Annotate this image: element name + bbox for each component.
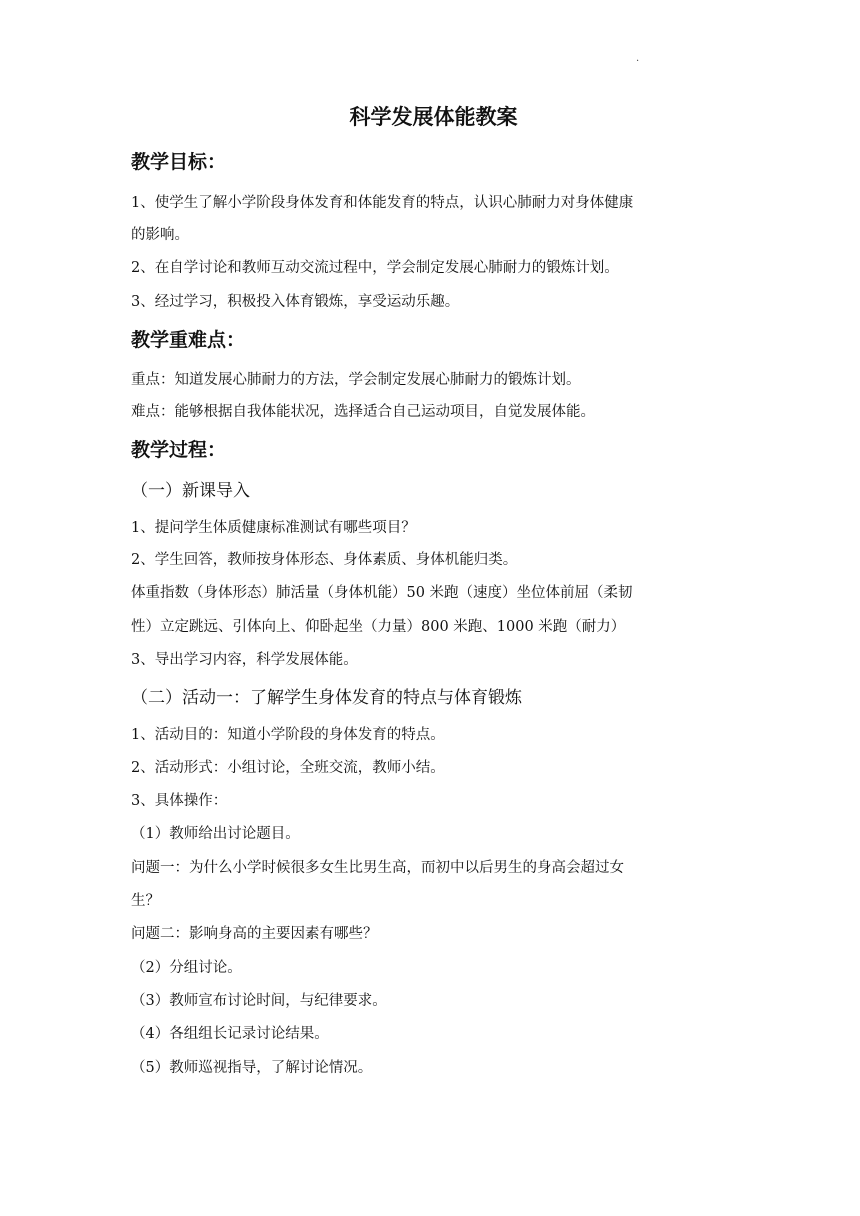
intro-line-1: 1、提问学生体质健康标准测试有哪些项目？	[131, 520, 416, 536]
subheading-activity-1: （二）活动一：了解学生身体发育的特点与体育锻炼	[131, 688, 522, 708]
intro-line-2: 2、学生回答，教师按身体形态、身体素质、身体机能归类。	[131, 552, 518, 568]
section-heading-process: 教学过程：	[131, 439, 227, 461]
goal-line-1: 1、使学生了解小学阶段身体发育和体能发育的特点，认识心肺耐力对身体健康	[131, 195, 634, 211]
activity-step-3: （3）教师宣布讨论时间，与纪律要求。	[131, 993, 387, 1009]
goal-line-1-cont: 的影响。	[131, 227, 189, 243]
intro-line-3-cont: 性）立定跳远、引体向上、仰卧起坐（力量）800 米跑、1000 米跑（耐力）	[131, 619, 626, 635]
section-heading-goals: 教学目标：	[131, 151, 227, 173]
question-2: 问题二：影响身高的主要因素有哪些？	[131, 926, 378, 942]
intro-line-3: 体重指数（身体形态）肺活量（身体机能）50 米跑（速度）坐位体前屈（柔韧	[131, 585, 633, 601]
activity-line-1: 1、活动目的：知道小学阶段的身体发育的特点。	[131, 727, 445, 743]
activity-line-2: 2、活动形式：小组讨论，全班交流，教师小结。	[131, 760, 445, 776]
focus-difficult-point: 难点：能够根据自我体能状况，选择适合自己运动项目，自觉发展体能。	[131, 404, 595, 420]
intro-line-4: 3、导出学习内容，科学发展体能。	[131, 652, 358, 668]
activity-step-4: （4）各组组长记录讨论结果。	[131, 1026, 329, 1042]
header-mark: .	[636, 53, 640, 64]
goal-line-3: 3、经过学习，积极投入体育锻炼，享受运动乐趣。	[131, 294, 460, 310]
question-1: 问题一：为什么小学时候很多女生比男生高，而初中以后男生的身高会超过女	[131, 860, 624, 876]
section-heading-focus: 教学重难点：	[131, 329, 246, 351]
document-title: 科学发展体能教案	[349, 105, 518, 129]
activity-step-1: （1）教师给出讨论题目。	[131, 826, 300, 842]
activity-step-5: （5）教师巡视指导，了解讨论情况。	[131, 1060, 373, 1076]
activity-line-3: 3、具体操作：	[131, 793, 228, 809]
activity-step-2: （2）分组讨论。	[131, 960, 242, 976]
goal-line-2: 2、在自学讨论和教师互动交流过程中，学会制定发展心肺耐力的锻炼计划。	[131, 260, 619, 276]
subheading-intro: （一）新课导入	[131, 481, 250, 501]
question-1-cont: 生？	[131, 893, 160, 909]
focus-key-point: 重点：知道发展心肺耐力的方法，学会制定发展心肺耐力的锻炼计划。	[131, 372, 581, 388]
